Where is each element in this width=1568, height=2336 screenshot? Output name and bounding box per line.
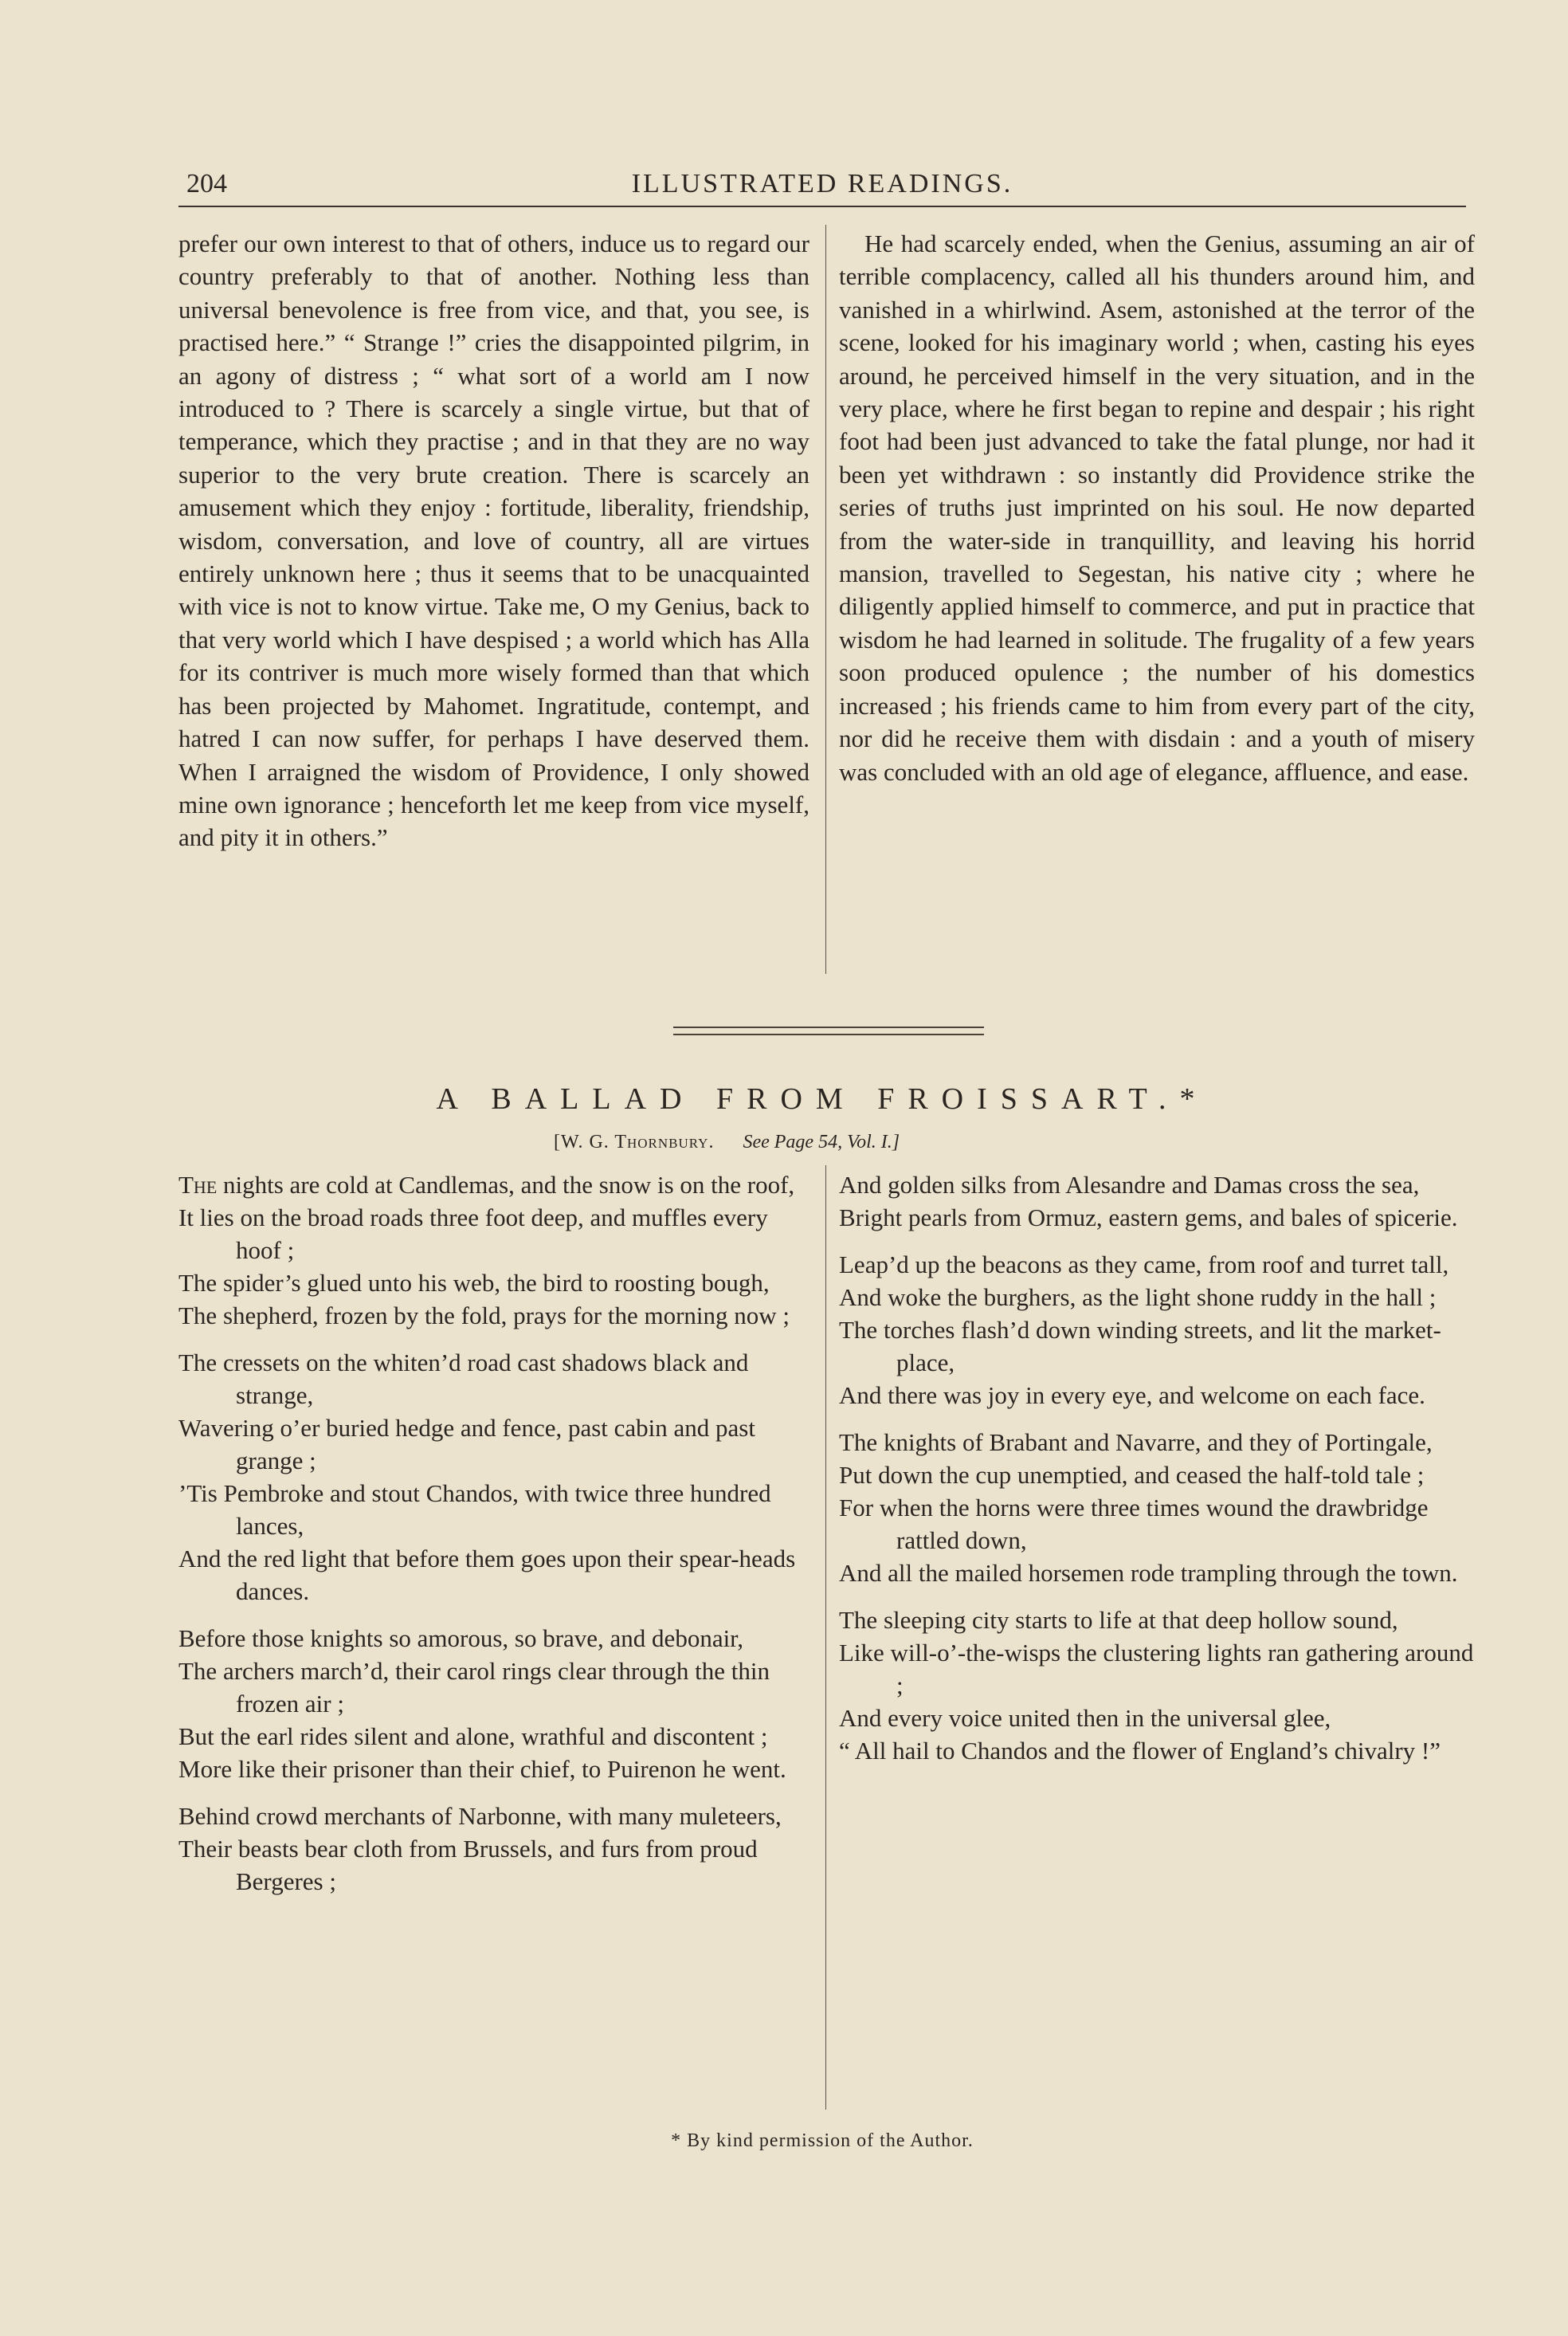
verse-line: The archers march’d, their carol rings clear through the thin frozen air ; (178, 1657, 770, 1718)
byline-reference: See Page 54, Vol. I.] (743, 1132, 900, 1152)
column-rule-upper (825, 225, 826, 974)
verse-line: The torches flash’d down winding streets, and lit the market-place, (839, 1316, 1441, 1376)
prose-column-left (178, 227, 809, 854)
stanza (178, 1346, 812, 1608)
verse-line: The cressets on the whiten’d road cast shadows black and strange, (178, 1349, 749, 1409)
stanza (178, 1622, 812, 1785)
prose-paragraph-left: prefer our own interest to that of others, induce us to regard our country preferably to that of another. Nothing less than universal benevolence is free from vice, and that, you see, is practised here.” “ Strange !” cries the disappointed pilgrim, in an agony of distress ; “ what sort of a world am I now introduced to ? There is scarcely a single virtue, but that of temperance, which they practise ; and in that they are no way superior to the very brute creation. There is scarcely an amusement which they enjoy : fortitude, liberality, friendship, wisdom, conversation, and love of country, all are virtues entirely unknown here ; thus it seems that to be unacquainted with vice is not to know virtue. Take me, O my Genius, back to that very world which I have despised ; a world which has Alla for its contriver is much more wisely formed than that which has been projected by Mahomet. Ingratitude, contempt, and hatred I can now suffer, for perhaps I have deserved them. When I arraigned the wisdom of Providence, I only showed mine own ignorance ; henceforth let me keep from vice myself, and pity it in others.” (178, 230, 809, 852)
separator-rule-bottom (673, 1034, 984, 1035)
footnote: * By kind permission of the Author. (671, 2130, 974, 2151)
verse-line: But the earl rides silent and alone, wrathful and discontent ; (178, 1722, 768, 1750)
verse-line: Their beasts bear cloth from Brussels, and furs from proud Bergeres ; (178, 1835, 758, 1895)
poem-column-left (178, 1168, 812, 1912)
page-header (178, 164, 1466, 204)
poem-column-right (839, 1168, 1475, 1781)
stanza (178, 1800, 812, 1898)
verse-line: And there was joy in every eye, and welcome on each face. (839, 1381, 1425, 1409)
column-rule-lower (825, 1165, 826, 2110)
verse-line: More like their prisoner than their chief, to Puirenon he went. (178, 1755, 786, 1783)
verse-line: Behind crowd merchants of Narbonne, with many muleteers, (178, 1802, 782, 1830)
separator-rule-top (673, 1027, 984, 1028)
stanza (839, 1248, 1475, 1411)
stanza (839, 1426, 1475, 1589)
verse-line: The nights are cold at Candlemas, and the snow is on the roof, (178, 1171, 795, 1199)
verse-line: The sleeping city starts to life at that deep hollow sound, (839, 1606, 1398, 1634)
stanza (839, 1168, 1475, 1234)
verse-line: “ All hail to Chandos and the flower of England’s chivalry !” (839, 1737, 1441, 1765)
prose-column-right (839, 227, 1475, 788)
verse-line: For when the horns were three times wound the drawbridge rattled down, (839, 1494, 1429, 1554)
verse-line: Wavering o’er buried hedge and fence, past cabin and past grange ; (178, 1414, 755, 1474)
header-rule (178, 206, 1466, 207)
verse-line: Like will-o’-the-wisps the clustering lights ran gathering around ; (839, 1639, 1474, 1699)
verse-line: The knights of Brabant and Navarre, and they of Portingale, (839, 1428, 1433, 1456)
stanza (178, 1168, 812, 1332)
prose-paragraph-right: He had scarcely ended, when the Genius, assuming an air of terrible complacency, called all his thunders around him, and vanished in a whirlwind. Asem, astonished at the terror of the scene, looked for his imaginary world ; when, casting his eyes around, he perceived himself in the very situation, and in the very place, where he first began to repine and despair ; his right foot had been just advanced to take the fatal plunge, nor had it been yet withdrawn : so instantly did Providence strike the series of truths just imprinted on his soul. He now departed from the water-side in tranquillity, and leaving his horrid mansion, travelled to Segestan, his native city ; where he diligently applied himself to commerce, and put in practice that wisdom he had learned in solitude. The frugality of a few years soon produced opulence ; the number of his domestics increased ; his friends came to him from every part of the city, nor did he receive them with disdain : and a youth of misery was concluded with an old age of elegance, affluence, and ease. (839, 230, 1475, 786)
verse-line: And golden silks from Alesandre and Damas cross the sea, (839, 1171, 1420, 1199)
running-title: ILLUSTRATED READINGS. (631, 169, 1013, 198)
verse-line: And every voice united then in the universal glee, (839, 1704, 1331, 1732)
verse-line: And the red light that before them goes upon their spear-heads dances. (178, 1545, 796, 1605)
verse-line: ’Tis Pembroke and stout Chandos, with twice three hundred lances, (178, 1479, 771, 1540)
verse-line: The shepherd, frozen by the fold, prays for the morning now ; (178, 1301, 790, 1329)
stanza (839, 1604, 1475, 1767)
verse-line: And all the mailed horsemen rode trampling through the town. (839, 1559, 1458, 1587)
verse-line: Before those knights so amorous, so brave, and debonair, (178, 1624, 744, 1652)
verse-line: Put down the cup unemptied, and ceased the half-told tale ; (839, 1461, 1425, 1489)
ballad-title: A BALLAD FROM FROISSART.* (436, 1082, 1209, 1116)
byline-author: [W. G. Thornbury. (554, 1132, 715, 1152)
drop-word: The (178, 1171, 218, 1199)
verse-line: The spider’s glued unto his web, the bird to roosting bough, (178, 1269, 770, 1297)
verse-line: It lies on the broad roads three foot deep, and muffles every hoof ; (178, 1203, 768, 1264)
page-number: 204 (186, 169, 227, 198)
verse-line: Bright pearls from Ormuz, eastern gems, and bales of spicerie. (839, 1203, 1458, 1231)
verse-line: And woke the burghers, as the light shone ruddy in the hall ; (839, 1283, 1437, 1311)
ballad-byline (554, 1132, 900, 1153)
verse-line: Leap’d up the beacons as they came, from roof and turret tall, (839, 1250, 1449, 1278)
